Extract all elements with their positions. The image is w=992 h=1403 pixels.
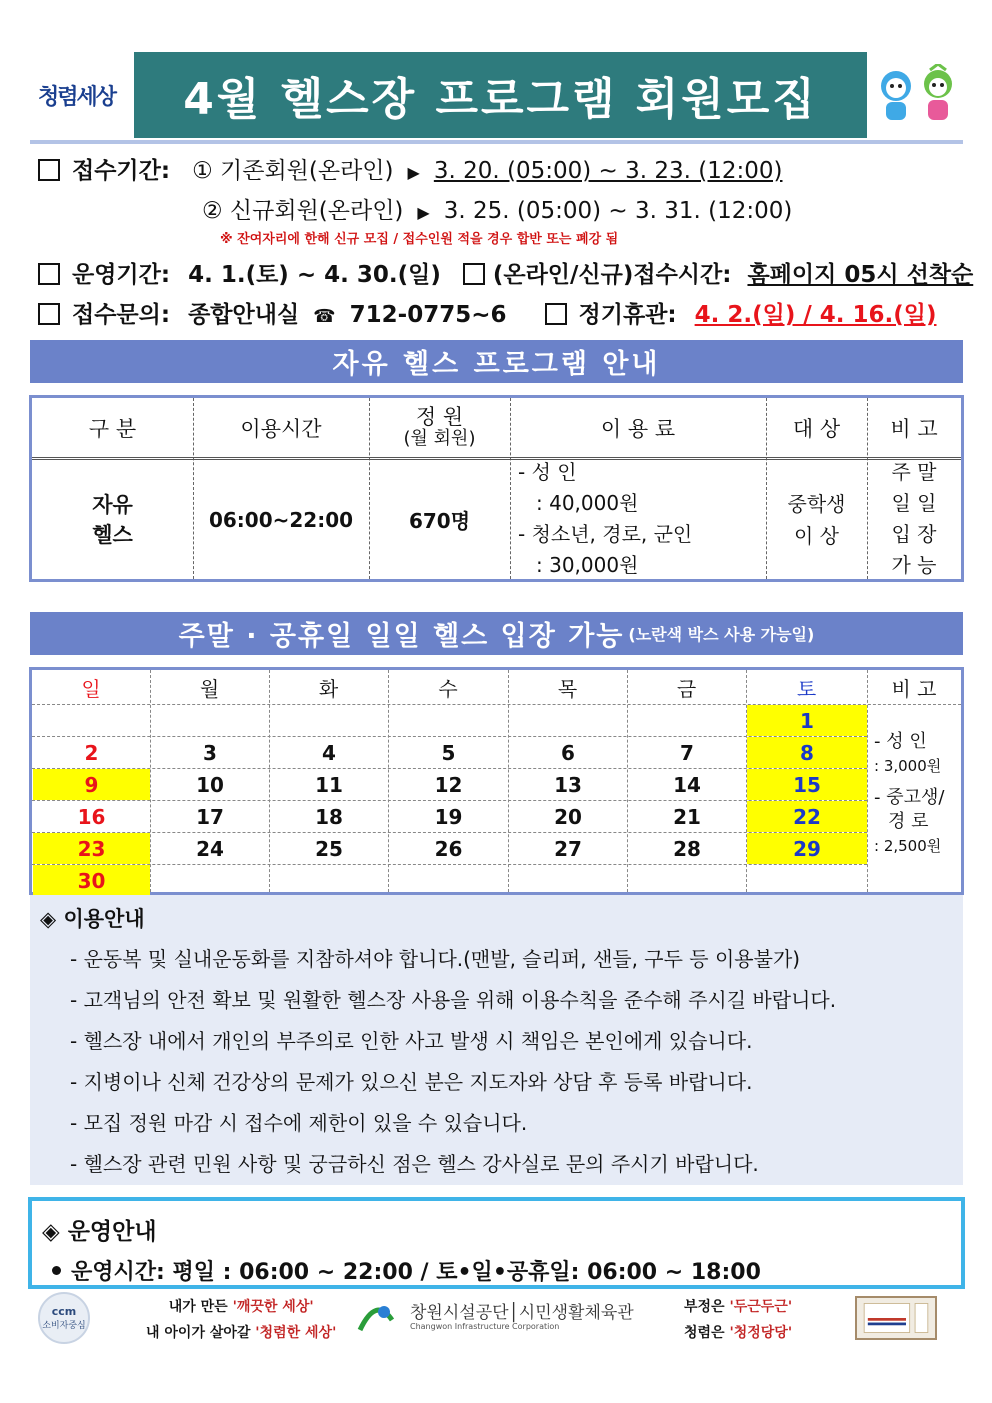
- header-remark: [867, 398, 961, 457]
- checkbox-icon: [463, 263, 485, 285]
- row-fee: [510, 456, 766, 581]
- row-category: [32, 460, 193, 579]
- row-fee-adult-price: : 40,000원: [536, 490, 639, 515]
- calendar-day: [389, 865, 508, 896]
- row-capacity: [369, 460, 510, 579]
- corporation-symbol-icon: [354, 1300, 398, 1336]
- row-fee-youth: - 청소년, 경로, 군인: [518, 521, 693, 546]
- row-remark-text-4: 가 능: [891, 552, 937, 577]
- new-period: 3. 25. (05:00) ~ 3. 31. (12:00): [443, 198, 793, 224]
- ccm-badge: [38, 1292, 90, 1344]
- calendar-day: 23: [33, 833, 150, 864]
- remark-senior: 경 로: [888, 811, 929, 832]
- header-fee-text: 이 용 료: [600, 416, 676, 441]
- usage-guide-item: - 헬스장 내에서 개인의 부주의로 인한 사고 발생 시 책임은 본인에게 있습니다.: [70, 1029, 753, 1053]
- usage-guide-item: - 고객님의 안전 확보 및 원활한 헬스장 사용을 위해 이용수칙을 준수해 주시길 바랍니다.: [70, 988, 837, 1012]
- usage-guide-title: ◈ 이용안내: [40, 907, 145, 931]
- row-fee-adult: - 성 인: [518, 459, 577, 484]
- slogan-4-accent: '청정당당': [729, 1325, 793, 1341]
- header-capacity-text: 정 원: [415, 404, 464, 429]
- row-remark-text-3: 입 장: [891, 521, 937, 546]
- operation-label: 운영기간:: [72, 262, 171, 288]
- calendar-day: 3: [203, 740, 217, 765]
- calendar-day: 4: [322, 740, 336, 765]
- calendar-header-6: 토: [796, 676, 817, 701]
- calendar-section-subtitle: (노란색 박스 사용 가능일): [628, 625, 815, 644]
- slogan-3-accent: '두근두근': [729, 1299, 793, 1315]
- row-capacity-text: 670명: [408, 509, 471, 533]
- calendar-day: [270, 705, 388, 736]
- calendar-day: 2: [84, 740, 99, 765]
- calendar-section-title-text: 주말 · 공휴일 일일 헬스 입장 가능: [178, 621, 625, 652]
- header-remark-text: 비 고: [890, 416, 938, 441]
- slogan-2-accent: '청렴한 세상': [255, 1325, 337, 1341]
- calendar-day: 8: [747, 737, 867, 768]
- slogan-3-text: 부정은: [684, 1299, 730, 1315]
- operation-line: [38, 256, 973, 289]
- mascot-icon: [874, 64, 964, 126]
- april-calendar: [29, 667, 964, 895]
- operation-info-title: ◈ 운영안내: [42, 1219, 157, 1245]
- calendar-day: 29: [747, 833, 867, 864]
- header-category: [32, 398, 193, 457]
- calendar-day: [151, 705, 269, 736]
- program-table: [29, 395, 964, 582]
- calendar-day: [509, 865, 627, 896]
- checkbox-icon: [38, 159, 60, 181]
- calendar-day: 7: [680, 740, 694, 765]
- operation-info-box: [28, 1197, 965, 1289]
- reception-line-2: [202, 192, 792, 225]
- header-capacity-sub: (월 회원): [403, 427, 476, 449]
- checkbox-icon: [545, 303, 567, 325]
- calendar-day: 28: [673, 836, 701, 861]
- title-bar: [134, 52, 867, 138]
- checkbox-icon: [38, 263, 60, 285]
- calendar-day: 16: [77, 804, 106, 829]
- calendar-day: 13: [554, 772, 582, 797]
- calendar-header-4: 목: [557, 676, 578, 701]
- calendar-day: 20: [554, 804, 582, 829]
- corporation-logo: [354, 1296, 644, 1340]
- header-target: [766, 398, 867, 457]
- calendar-day: 26: [434, 836, 463, 861]
- calendar-day: [389, 705, 508, 736]
- row-time-text: 06:00~22:00: [208, 507, 354, 532]
- calendar-header-5: 금: [676, 676, 697, 701]
- calendar-header-0: 일: [81, 676, 101, 701]
- online-time-value: 홈페이지 05시 선착순: [747, 262, 974, 288]
- remark-youth: - 중고생/: [874, 787, 945, 808]
- calendar-day: 1: [747, 705, 867, 736]
- ccm-subtext: 소비자중심: [42, 1321, 86, 1331]
- logo-text: 청렴세상: [38, 84, 116, 110]
- calendar-day: [151, 865, 269, 896]
- logo-cheongnyeom: [38, 70, 133, 125]
- calendar-day: [628, 865, 746, 896]
- row-remark-text-1: 주 말: [891, 459, 937, 484]
- usage-guide-item: - 운동복 및 실내운동화를 지참하셔야 합니다.(맨발, 슬리퍼, 샌들, 구두 등 이용불가): [70, 947, 801, 971]
- calendar-day: [270, 865, 388, 896]
- row-remark: [867, 456, 961, 581]
- calendar-day: 14: [673, 772, 701, 797]
- new-member-label: ② 신규회원(온라인): [202, 198, 404, 224]
- slogan-right: [684, 1296, 792, 1342]
- calendar-day: 19: [434, 804, 463, 829]
- calendar-section-title: [30, 612, 963, 655]
- row-target: [766, 460, 867, 579]
- calendar-day: 24: [196, 836, 224, 861]
- existing-period: 3. 20. (05:00) ~ 3. 23. (12:00): [433, 158, 783, 184]
- usage-guide-item: - 모집 정원 마감 시 접수에 제한이 있을 수 있습니다.: [70, 1111, 528, 1135]
- calendar-day: 22: [747, 801, 867, 832]
- corporation-name: 창원시설공단│시민생활체육관: [410, 1303, 634, 1323]
- usage-guide-item: - 지병이나 신체 건강상의 문제가 있으신 분은 지도자와 상담 후 등록 바랍니다.: [70, 1070, 753, 1094]
- slogan-1-text: 내가 만든: [168, 1299, 233, 1315]
- checkbox-icon: [38, 303, 60, 325]
- calendar-day: 6: [561, 740, 575, 765]
- inquiry-office: 종합안내실: [188, 302, 300, 328]
- operation-period: 4. 1.(토) ~ 4. 30.(일): [188, 262, 441, 288]
- ccm-text: ccm: [51, 1305, 77, 1318]
- header-category-text: 구 분: [88, 416, 137, 441]
- operation-hours: [52, 1255, 761, 1286]
- closed-label: 정기휴관:: [578, 302, 677, 328]
- calendar-day: [747, 865, 867, 896]
- calendar-day: 9: [33, 769, 150, 800]
- calendar-day: 10: [196, 772, 224, 797]
- row-fee-youth-price: : 30,000원: [536, 552, 639, 577]
- row-category-text-2: 헬스: [92, 522, 133, 547]
- header-target-text: 대 상: [792, 416, 841, 441]
- bullet-icon: [52, 1266, 61, 1275]
- row-category-text-1: 자유: [92, 492, 133, 517]
- operation-hours-text: 운영시간: 평일 : 06:00 ~ 22:00 / 토•일•공휴일: 06:00 ~ 18:00: [71, 1260, 761, 1285]
- calendar-remark: [874, 730, 958, 858]
- row-target-text-1: 중학생: [787, 491, 846, 516]
- inquiry-line: [38, 296, 937, 329]
- program-section-title-text: 자유 헬스 프로그램 안내: [332, 349, 661, 380]
- calendar-header-7: 비 고: [891, 676, 937, 701]
- header-capacity: [369, 398, 510, 457]
- corporation-english-name: Changwon Infrastructure Corporation: [410, 1322, 560, 1331]
- page-title: 4월 헬스장 프로그램 회원모집: [183, 74, 818, 125]
- reception-line-1: [38, 152, 782, 185]
- calendar-day: 12: [434, 772, 463, 797]
- slogan-1-accent: '깨끗한 세상': [232, 1299, 314, 1315]
- calendar-header-1: 월: [199, 676, 220, 701]
- arrow-right-icon: ▶: [407, 163, 420, 182]
- row-target-text-2: 이 상: [794, 523, 839, 548]
- remark-youth-price: : 2,500원: [874, 837, 942, 855]
- calendar-header-2: 화: [318, 676, 339, 701]
- slogan-left: [146, 1296, 336, 1342]
- row-time: [193, 460, 369, 579]
- header-time-text: 이용시간: [240, 416, 322, 441]
- closed-value: 4. 2.(일) / 4. 16.(일): [694, 302, 937, 328]
- arrow-right-icon: ▶: [417, 203, 430, 222]
- slogan-2-text: 내 아이가 살아갈: [146, 1325, 256, 1341]
- calendar-day: 17: [196, 804, 224, 829]
- usage-guide: [30, 895, 963, 1185]
- usage-guide-item: - 헬스장 관련 민원 사항 및 궁금하신 점은 헬스 강사실로 문의 주시기 바랍니다.: [70, 1152, 759, 1176]
- header-divider: [30, 140, 963, 144]
- header-time: [193, 398, 369, 457]
- calendar-day: 18: [315, 804, 343, 829]
- calendar-day: 27: [554, 836, 582, 861]
- calendar-day: 11: [315, 772, 343, 797]
- calendar-day: [33, 705, 150, 736]
- calendar-day: 5: [441, 740, 456, 765]
- remark-adult-price: : 3,000원: [874, 757, 942, 775]
- calendar-day: [509, 705, 627, 736]
- row-remark-text-2: 일 일: [891, 490, 937, 515]
- online-time-label: (온라인/신규)접수시간:: [492, 262, 732, 288]
- existing-member-label: ① 기존회원(온라인): [192, 158, 394, 184]
- slogan-4-text: 청렴은: [684, 1325, 730, 1341]
- reception-note: ※ 잔여자리에 한해 신규 모집 / 접수인원 적을 경우 합반 또는 폐강 됨: [220, 232, 619, 247]
- remark-adult: - 성 인: [874, 731, 927, 752]
- calendar-header-3: 수: [438, 676, 458, 701]
- inquiry-label: 접수문의:: [72, 302, 171, 328]
- calendar-day: 15: [747, 769, 867, 800]
- calendar-day: 25: [315, 836, 343, 861]
- calendar-day: [628, 705, 746, 736]
- reception-label: 접수기간:: [72, 158, 171, 184]
- calendar-day: 30: [33, 865, 150, 896]
- inquiry-phone: 712-0775~6: [349, 302, 507, 328]
- program-section-title: [30, 340, 963, 383]
- phone-icon: ☎: [313, 306, 336, 327]
- header-fee: [510, 398, 766, 457]
- calendar-day: 21: [673, 804, 701, 829]
- certificate-icon: [855, 1296, 937, 1340]
